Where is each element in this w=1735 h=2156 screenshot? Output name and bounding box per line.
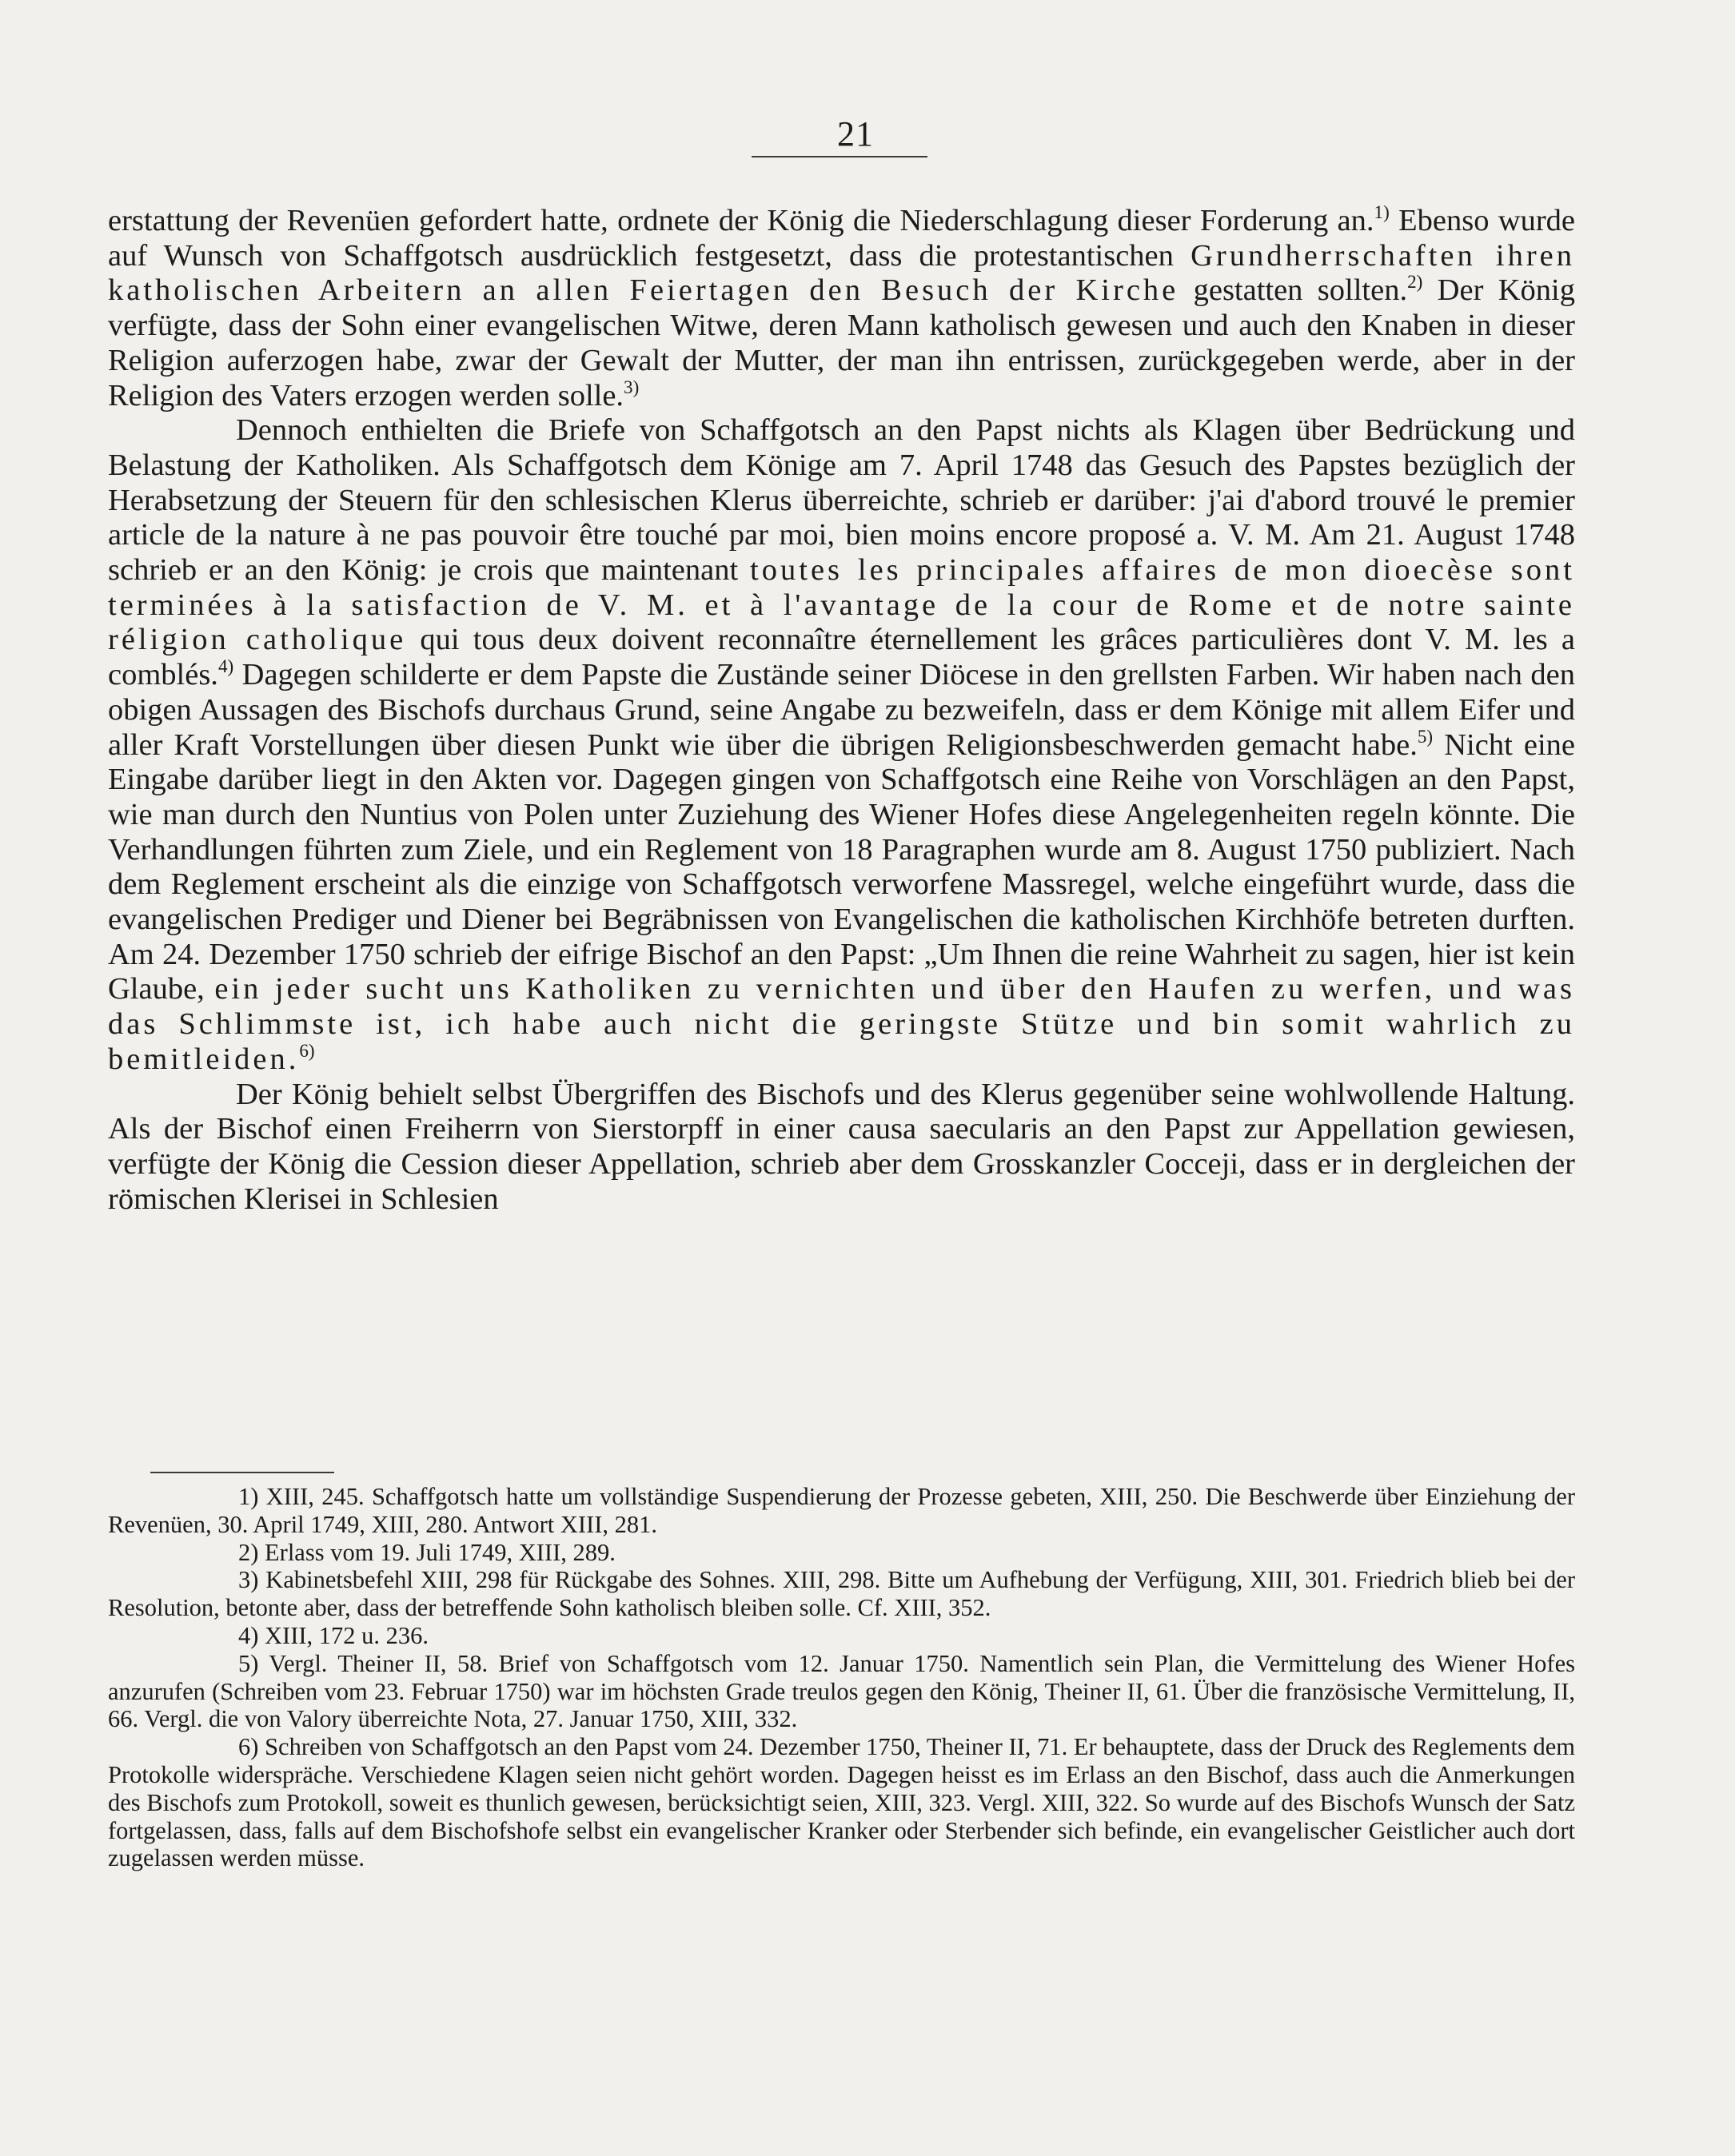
paragraph — [108, 1078, 1575, 1217]
text-run: gestatten sollten. — [1179, 273, 1408, 308]
text-run: qui tous deux doivent reconnaître éternellement les grâces particulières dont V. M. les a comblés. — [108, 623, 1575, 692]
spaced-emphasis: ein jeder sucht uns Katholiken zu vernichten und über den Haufen zu werfen, und was das Schlimmste ist, ich habe auch nicht die geringste Stütze und bin somit wahrlich zu bemitleiden. — [108, 972, 1575, 1076]
text-run: Der König behielt selbst Übergriffen des Bischofs und des Klerus gegenüber seine wohlwollende Haltung. Als der Bischof einen Freiherrn von Sierstorpff in einer causa saecularis an den Papst zur Appellation gewiesen, verfügte der König die Cession dieser Appellation, schrieb aber dem Grosskanzler Cocceji, dass er in dergleichen der römischen Klerisei in Schlesien — [108, 1077, 1575, 1216]
spaced-emphasis: toutes les principales affaires de mon dioecèse sont terminées à la satisfaction de V. M. et à l'avantage de la cour de Rome et de notre sainte réligion catholique — [108, 553, 1575, 657]
text-run: Dagegen schilderte er dem Papste die Zustände seiner Diöcese in den grellsten Farben. Wir haben nach den obigen Aussagen des Bischofs durchaus Grund, seine Angabe zu bezweifeln, dass er dem Könige mit allem Eifer und aller Kraft Vorstellungen über diesen Punkt wie über die übrigen Religionsbeschwerden gemacht habe. — [108, 658, 1575, 762]
footnote-2: 2) Erlass vom 19. Juli 1749, XIII, 289. — [238, 1538, 616, 1566]
footnote-ref: 4) — [217, 656, 234, 677]
footnote-rule — [150, 1472, 334, 1473]
text-run: Nicht eine Eingabe darüber liegt in den Akten vor. Dagegen gingen von Schaffgotsch eine Reihe von Vorschlägen an den Papst, wie man durch den Nuntius von Polen unter Zuziehung des Wiener Hofes diese Angelegenheiten regeln könnte. Die Verhandlungen führten zum Ziele, und ein Reglement von 18 Paragraphen wurde am 8. August 1750 publiziert. Nach dem Reglement erscheint als die einzige von Schaffgotsch verworfene Massregel, welche eingeführt wurde, dass die evangelischen Prediger und Diener bei Begräbnissen von Evangelischen die katholischen Kirchhöfe betreten durften. Am 24. Dezember 1750 schrieb der eifrige Bischof an den Papst: „Um Ihnen die reine Wahrheit zu sagen, hier ist kein Glaube, — [108, 727, 1575, 1006]
spaced-emphasis: Grundherrschaften ihren katholischen Arbeitern an allen Feiertagen den Besuch der Kirche — [108, 238, 1575, 308]
text-run: erstattung der Revenüen gefordert hatte, ordnete der König die Niederschlagung dieser Forderung an. — [108, 204, 1374, 237]
text-run: Ebenso wurde auf Wunsch von Schaffgotsch ausdrücklich festgesetzt, dass die protestantischen — [108, 204, 1575, 273]
header-rule — [752, 156, 927, 157]
footnote-ref: 6) — [299, 1039, 315, 1061]
text-run: Dennoch enthielten die Briefe von Schaffgotsch an den Papst nichts als Klagen über Bedrückung und Belastung der Katholiken. Als Schaffgotsch dem Könige am 7. April 1748 das Gesuch des Papstes bezüglich der Herabsetzung der Steuern für den schlesischen Klerus überreichte, schrieb er darüber: j'ai d'abord trouvé le premier article de la nature à ne pas pouvoir être touché par moi, bien moins encore proposé a. V. M. Am 21. August 1748 schrieb er an den König: je crois que maintenant — [108, 413, 1575, 588]
footnote-ref: 1) — [1374, 201, 1390, 222]
footnote-6: 6) Schreiben von Schaffgotsch an den Papst vom 24. Dezember 1750, Theiner II, 71. Er behauptete, dass der Druck des Reglements dem Protokolle widerspräche. Verschiedene Klagen seien nicht gehört worden. Dagegen heisst es im Erlass an den Bischof, dass auch die Anmerkungen des Bischofs zum Protokoll, soweit es thunlich gewesen, berücksichtigt seien, XIII, 323. Vergl. XIII, 322. So wurde auf des Bischofs Wunsch der Satz fortgelassen, dass, falls auf dem Bischofshofe selbst ein evangelischer Kranker oder Sterbender sich befinde, ein evangelischer Geistlicher auch dort zugelassen werden müsse. — [108, 1733, 1575, 1872]
text-run: Der König verfügte, dass der Sohn einer evangelischen Witwe, deren Mann katholisch gewesen und auch den Knaben in dieser Religion auferzogen habe, zwar der Gewalt der Mutter, der man ihn entrissen, zurückgegeben werde, aber in der Religion des Vaters erzogen werden solle. — [108, 273, 1575, 412]
paragraph — [108, 201, 1575, 413]
page-number: 21 — [837, 114, 874, 153]
footnote-5: 5) Vergl. Theiner II, 58. Brief von Schaffgotsch vom 12. Januar 1750. Namentlich sein Plan, die Vermittelung des Wiener Hofes anzurufen (Schreiben vom 23. Februar 1750) war im höchsten Grade treulos gegen den König, Theiner II, 61. Über die französische Vermittelung, II, 66. Vergl. die von Valory überreichte Nota, 27. Januar 1750, XIII, 332. — [108, 1649, 1575, 1733]
footnote-ref: 2) — [1407, 271, 1423, 293]
footnote-ref: 3) — [624, 376, 640, 397]
footnotes — [108, 1483, 1575, 1872]
footnote-4: 4) XIII, 172 u. 236. — [238, 1621, 429, 1649]
body-text — [108, 201, 1575, 1217]
footnote-3: 3) Kabinetsbefehl XIII, 298 für Rückgabe des Sohnes. XIII, 298. Bitte um Aufhebung der Verfügung, XIII, 301. Friedrich blieb bei der Resolution, betonte aber, dass der betreffende Sohn katholisch bleiben solle. Cf. XIII, 352. — [108, 1566, 1575, 1622]
paragraph — [108, 413, 1575, 1077]
footnote-1: 1) XIII, 245. Schaffgotsch hatte um vollständige Suspendierung der Prozesse gebeten, XIII, 250. Die Beschwerde über Einziehung der Revenüen, 30. April 1749, XIII, 280. Antwort XIII, 281. — [108, 1483, 1575, 1538]
footnote-ref: 5) — [1417, 725, 1434, 747]
